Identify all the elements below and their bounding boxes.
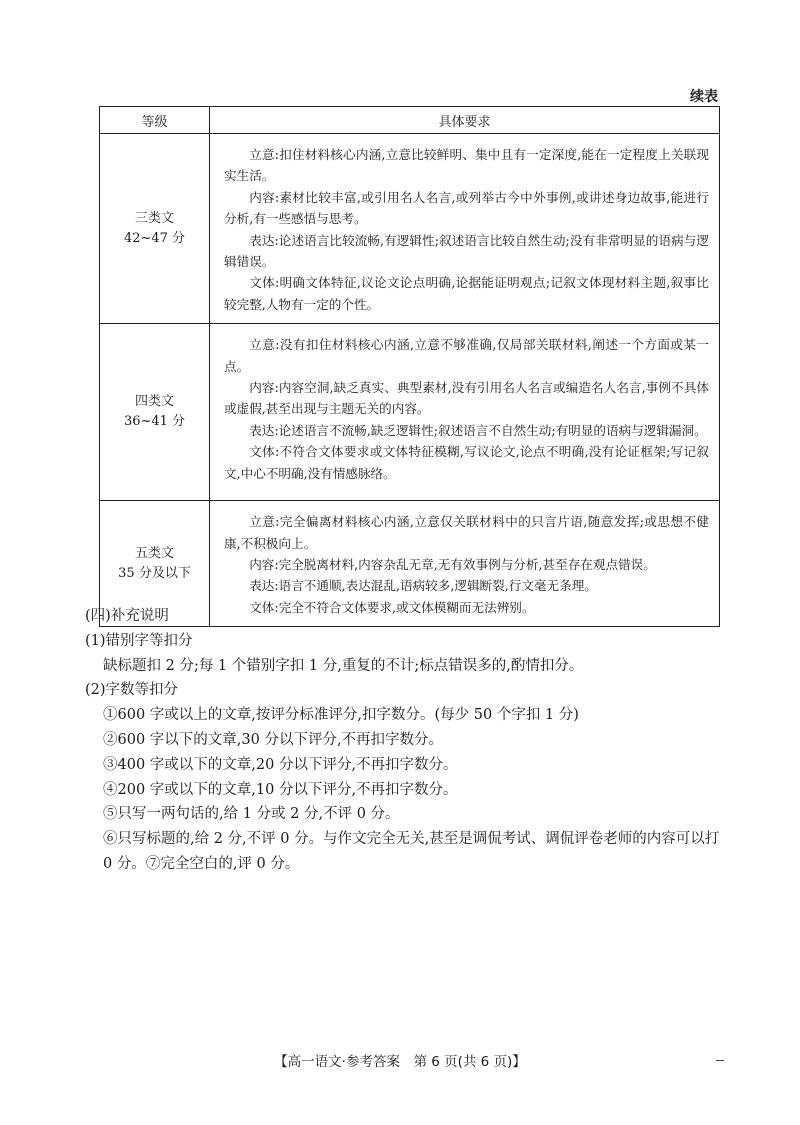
wordcount-rule: ④200 字或以下的文章,10 分以下评分,不再扣字数分。 bbox=[103, 781, 458, 798]
typo-deduction-text: 缺标题扣 2 分;每 1 个错别字扣 1 分,重复的不计;标点错误多的,酌情扣分。 bbox=[103, 657, 584, 674]
table-row bbox=[100, 134, 720, 324]
wordcount-rule: ①600 字或以上的文章,按评分标准评分,扣字数分。(每少 50 个字扣 1 分) bbox=[103, 707, 579, 724]
header-level: 等级 bbox=[100, 107, 210, 134]
typo-deduction-title: (1)错别字等扣分 bbox=[85, 632, 193, 649]
wordcount-rule: ⑥只写标题的,给 2 分,不评 0 分。与作文完全无关,甚至是调侃考试、调侃评卷老师的内容可以打 0 分。⑦完全空白的,评 0 分。 bbox=[103, 831, 720, 872]
requirement-item: 立意:没有扣住材料核心内涵,立意不够准确,仅局部关联材料,阐述一个方面或某一点。 bbox=[224, 337, 709, 374]
requirements-cell bbox=[210, 324, 720, 501]
requirement-item: 立意:扣住材料核心内涵,立意比较鲜明、集中且有一定深度,能在一定程度上关联现实生活。 bbox=[224, 147, 709, 184]
requirement-item: 表达:论述语言比较流畅,有逻辑性;叙述语言比较自然生动;没有非常明显的语病与逻辑错误。 bbox=[224, 232, 709, 270]
continued-table-label: 续表 bbox=[690, 89, 718, 105]
header-requirements: 具体要求 bbox=[210, 107, 720, 134]
wordcount-rule: ⑤只写一两句话的,给 1 分或 2 分,不评 0 分。 bbox=[103, 806, 400, 823]
grading-table bbox=[99, 106, 720, 627]
requirements-cell bbox=[210, 134, 720, 324]
requirement-item: 表达:语言不通顺,表达混乱,语病较多,逻辑断裂,行文毫无条理。 bbox=[249, 578, 597, 594]
requirement-item: 文体:不符合文体要求或文体特征模糊,写议论文,论点不明确,没有论证框架;写记叙文,中心不明确,没有情感脉络。 bbox=[224, 444, 709, 481]
wordcount-rule: ②600 字以下的文章,30 分以下评分,不再扣字数分。 bbox=[103, 731, 444, 748]
requirement-item: 内容:素材比较丰富,或引用名人名言,或列举古今中外事例,或讲述身边故事,能进行分析,有一些感悟与思考。 bbox=[224, 189, 709, 227]
supplement-section bbox=[85, 604, 730, 877]
requirement-item: 文体:完全不符合文体要求,或文体模糊而无法辨别。 bbox=[249, 599, 535, 615]
table-header-row bbox=[100, 107, 720, 134]
wordcount-rule: ③400 字或以下的文章,20 分以下评分,不再扣字数分。 bbox=[103, 756, 458, 773]
requirement-item: 立意:完全偏离材料核心内涵,立意仅关联材料中的只言片语,随意发挥;或思想不健康,不积极向上。 bbox=[224, 514, 709, 551]
level-cell bbox=[100, 134, 210, 324]
level-name: 三类文 bbox=[134, 210, 174, 226]
corner-mark bbox=[716, 1060, 724, 1061]
level-score: 35 分及以下 bbox=[118, 565, 191, 581]
level-name: 四类文 bbox=[134, 394, 174, 410]
requirement-item: 内容:内容空洞,缺乏真实、典型素材,没有引用名人名言或编造名人名言,事例不具体或虚假,甚至出现与主题无关的内容。 bbox=[224, 380, 709, 417]
level-score: 36~41 分 bbox=[123, 414, 186, 430]
level-score: 42~47 分 bbox=[123, 230, 186, 246]
wordcount-deduction-title: (2)字数等扣分 bbox=[85, 682, 179, 699]
requirement-item: 表达:论述语言不流畅,缺乏逻辑性;叙述语言不自然生动;有明显的语病与逻辑漏洞。 bbox=[249, 422, 707, 438]
level-cell bbox=[100, 324, 210, 501]
requirement-item: 内容:完全脱离材料,内容杂乱无章,无有效事例与分析,甚至存在观点错误。 bbox=[249, 557, 656, 573]
table-row bbox=[100, 324, 720, 501]
level-name: 五类文 bbox=[134, 545, 174, 561]
supplement-title: (四)补充说明 bbox=[85, 608, 169, 624]
requirement-item: 文体:明确文体特征,议论文论点明确,论据能证明观点;记叙文体现材料主题,叙事比较完整,人物有一定的个性。 bbox=[224, 275, 709, 312]
page-footer: 【高一语文·参考答案 第 6 页(共 6 页)】 bbox=[274, 1054, 526, 1070]
